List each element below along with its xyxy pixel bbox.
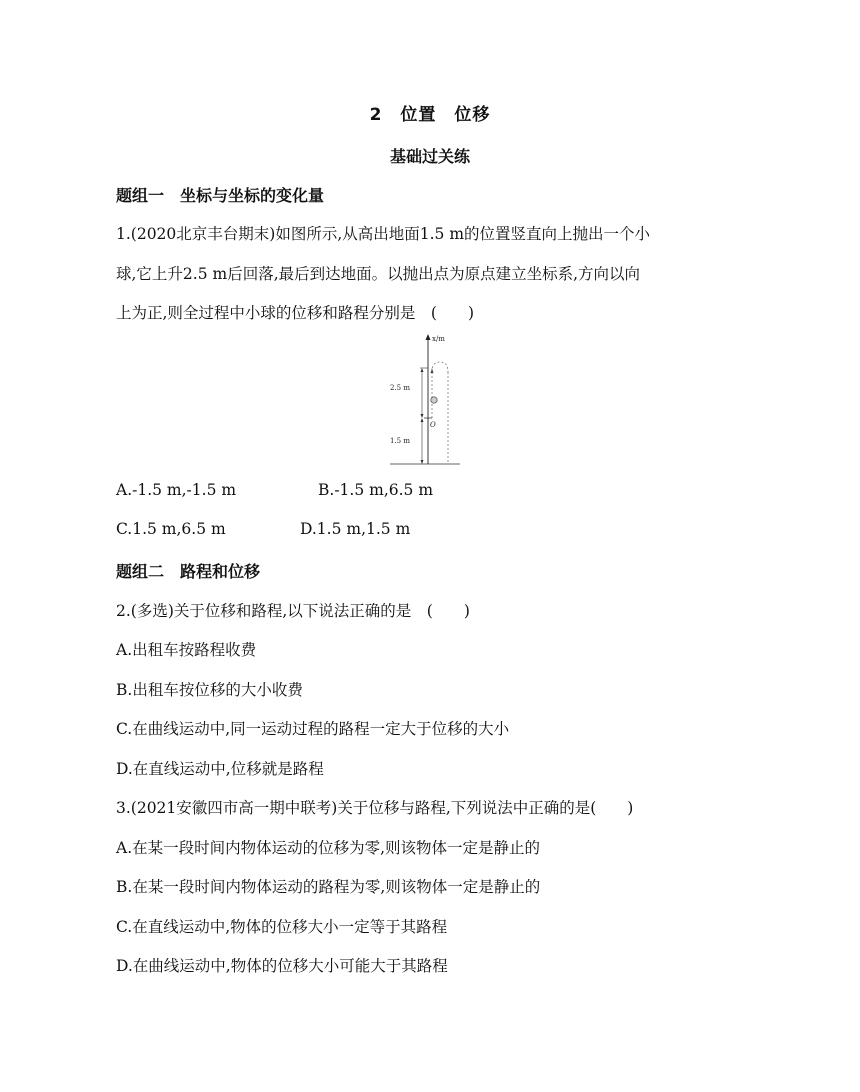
q1-option-a[interactable]: A.-1.5 m,-1.5 m bbox=[116, 481, 237, 499]
q1-option-c[interactable]: C.1.5 m,6.5 m bbox=[116, 520, 226, 538]
q1-stem-line-2: 球,它上升2.5 m后回落,最后到达地面。以抛出点为原点建立坐标系,方向以向 bbox=[116, 265, 641, 283]
label-upper: 2.5 m bbox=[390, 384, 410, 392]
origin-label: O bbox=[430, 421, 436, 429]
q3-option-d[interactable]: D.在曲线运动中,物体的位移大小可能大于其路程 bbox=[116, 957, 448, 975]
ball bbox=[431, 397, 437, 403]
top-arc bbox=[432, 362, 448, 372]
group1-heading: 题组一 坐标与坐标的变化量 bbox=[116, 186, 325, 205]
q2-option-b[interactable]: B.出租车按位移的大小收费 bbox=[116, 681, 303, 699]
q3-option-a[interactable]: A.在某一段时间内物体运动的位移为零,则该物体一定是静止的 bbox=[116, 839, 541, 857]
axis-arrow-icon bbox=[426, 334, 431, 340]
q3-stem: 3.(2021安徽四市高一期中联考)关于位移与路程,下列说法中正确的是( ) bbox=[116, 799, 634, 817]
label-lower: 1.5 m bbox=[390, 437, 410, 445]
q2-stem: 2.(多选)关于位移和路程,以下说法正确的是 ( ) bbox=[116, 602, 470, 620]
q1-option-b[interactable]: B.-1.5 m,6.5 m bbox=[318, 481, 434, 499]
q2-option-c[interactable]: C.在曲线运动中,同一运动过程的路程一定大于位移的大小 bbox=[116, 720, 510, 738]
dim-arrow-icon bbox=[421, 418, 424, 422]
q1-option-d[interactable]: D.1.5 m,1.5 m bbox=[300, 520, 411, 538]
q2-option-d[interactable]: D.在直线运动中,位移就是路程 bbox=[116, 760, 324, 778]
q1-stem-line-3: 上为正,则全过程中小球的位移和路程分别是 ( ) bbox=[116, 304, 475, 322]
axis-label: x/m bbox=[432, 335, 445, 343]
q3-option-c[interactable]: C.在直线运动中,物体的位移大小一定等于其路程 bbox=[116, 918, 448, 936]
q3-option-b[interactable]: B.在某一段时间内物体运动的路程为零,则该物体一定是静止的 bbox=[116, 878, 541, 896]
dim-arrow-icon bbox=[421, 460, 424, 464]
q2-option-a[interactable]: A.出租车按路程收费 bbox=[116, 641, 257, 659]
page-title: 2 位置 位移 bbox=[369, 105, 491, 125]
dim-arrow-icon bbox=[421, 414, 424, 418]
dim-arrow-icon bbox=[421, 368, 424, 372]
group2-heading: 题组二 路程和位移 bbox=[116, 562, 261, 581]
q1-stem-line-1: 1.(2020北京丰台期末)如图所示,从高出地面1.5 m的位置竖直向上抛出一个小 bbox=[116, 225, 651, 243]
section-subtitle: 基础过关练 bbox=[389, 147, 470, 166]
q1-figure bbox=[388, 332, 468, 468]
